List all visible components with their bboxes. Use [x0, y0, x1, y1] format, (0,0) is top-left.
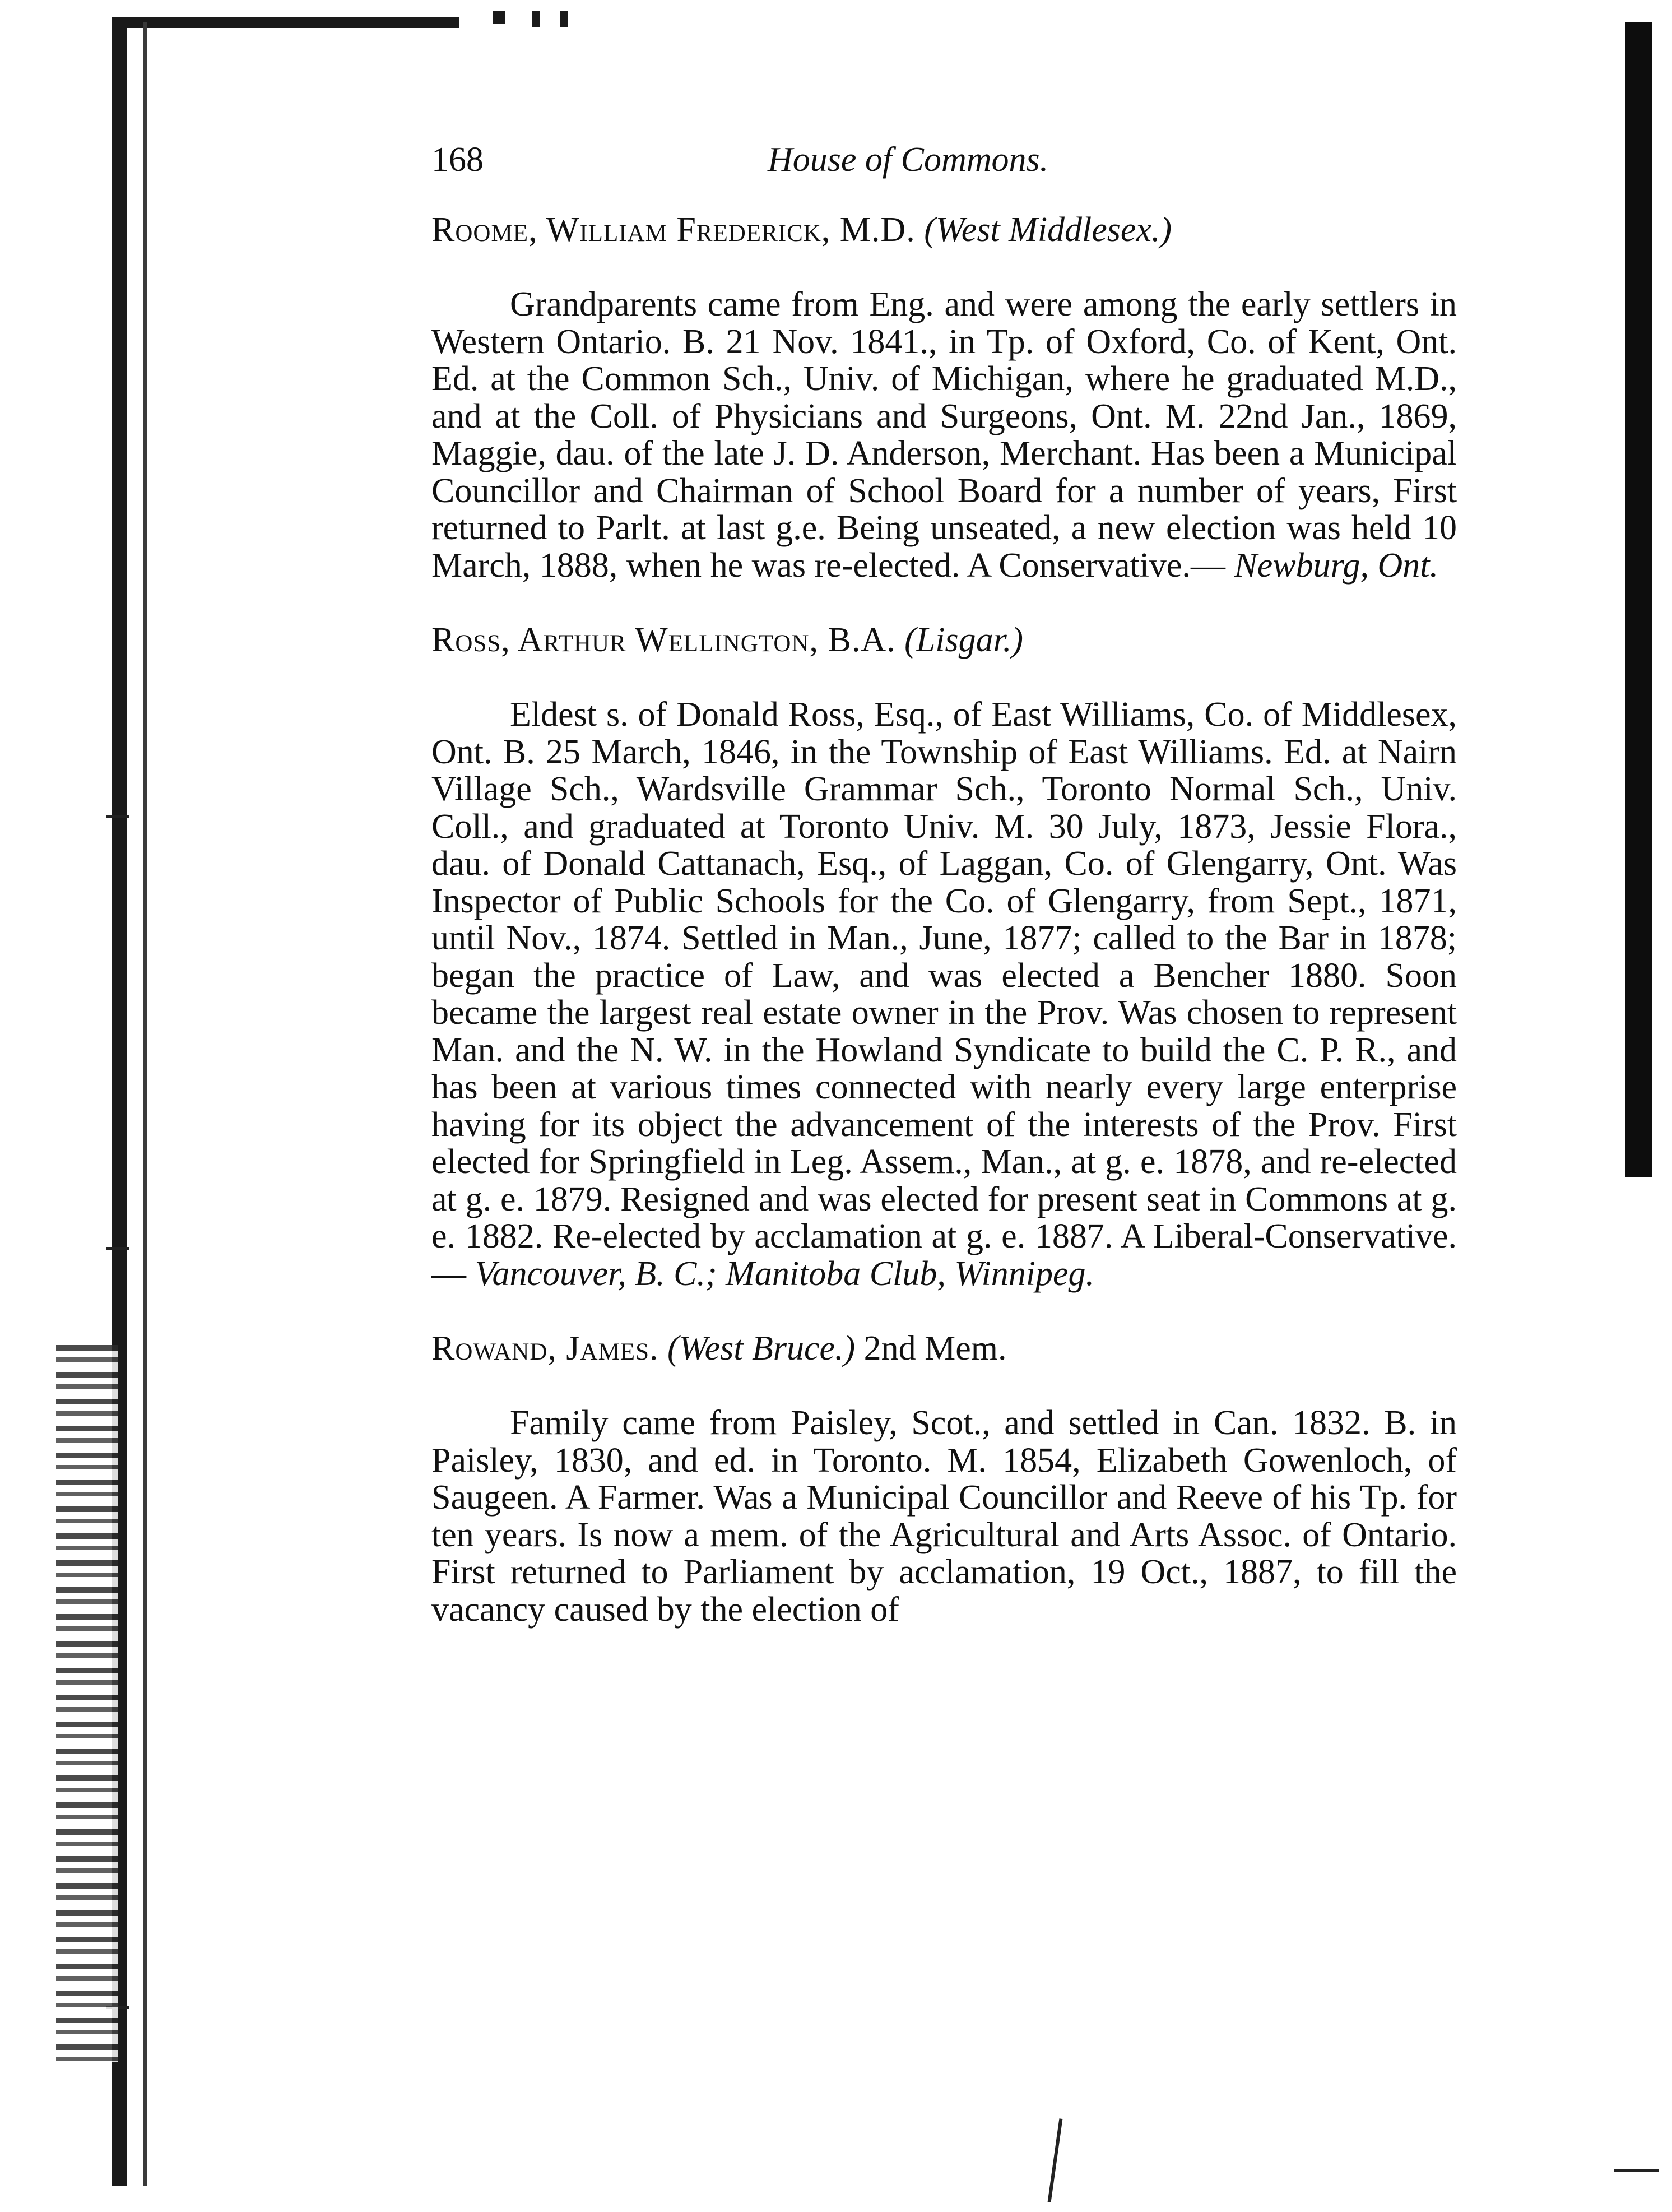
page-number: 168	[431, 141, 484, 179]
running-title: House of Commons.	[768, 141, 1049, 179]
entry-heading	[431, 207, 1457, 252]
member-name: Rowand, James.	[431, 1329, 659, 1367]
residence: Vancouver, B. C.; Manitoba Club, Winnipeg.	[475, 1254, 1095, 1293]
running-head	[431, 140, 1457, 196]
scan-pen-stroke	[1048, 2118, 1063, 2202]
scan-edge-top-marks	[493, 11, 583, 27]
scan-binding-noise	[56, 1345, 118, 2062]
member-name: Ross, Arthur Wellington, B.A.	[431, 621, 896, 659]
biography-text: Family came from Paisley, Scot., and settled in Can. 1832. B. in Paisley, 1830, and ed. in Toronto. M. 1854, Elizabeth Gowenloch, of Saugeen. A Farmer. Was a Municipal Councillor and Reeve of his Tp. for ten years. Is now a mem. of the Agricultural and Arts Assoc. of Ontario. First returned to Parliament by acclamation, 19 Oct., 1887, to fill the vacancy caused by the election of	[431, 1404, 1457, 1629]
biography-text: Grandparents came from Eng. and were among the early settlers in Western Ontario. B. 21 Nov. 1841., in Tp. of Oxford, Co. of Kent, Ont. Ed. at the Common Sch., Univ. of Michigan, where he graduated M.D., and at the Coll. of Physicians and Surgeons, Ont. M. 22nd Jan., 1869, Maggie, dau. of the late J. D. Anderson, Merchant. Has been a Municipal Councillor and Chairman of School Board for a number of years, First returned to Parlt. at last g.e. Being unseated, a new election was held 10 March, 1888, when he was re-elected. A Conservative.—	[431, 285, 1457, 585]
constituency: (West Middlesex.)	[924, 211, 1172, 249]
biography-paragraph	[431, 1404, 1457, 1628]
constituency: (West Bruce.)	[667, 1329, 856, 1367]
scan-corner-mark	[1614, 2169, 1659, 2172]
constituency: (Lisgar.)	[904, 621, 1023, 659]
biography-paragraph	[431, 696, 1457, 1292]
entry-rowand	[431, 1326, 1457, 1628]
scan-edge-top	[112, 17, 459, 28]
entry-roome	[431, 207, 1457, 584]
scan-edge-left-inner	[143, 22, 147, 2186]
entry-heading	[431, 618, 1457, 662]
member-suffix: 2nd Mem.	[863, 1329, 1007, 1367]
book-page	[431, 140, 1457, 1662]
residence: Newburg, Ont.	[1234, 546, 1439, 585]
entry-heading	[431, 1326, 1457, 1371]
scan-edge-right	[1625, 22, 1652, 1177]
biography-paragraph	[431, 286, 1457, 584]
biography-text: Eldest s. of Donald Ross, Esq., of East Williams, Co. of Middlesex, Ont. B. 25 March, 1846, in the Township of East Williams. Ed. at Nairn Village Sch., Wardsville Grammar Sch., Toronto Normal Sch., Univ. Coll., and graduated at Toronto Univ. M. 30 July, 1873, Jessie Flora., dau. of Donald Cattanach, Esq., of Laggan, Co. of Glengarry, Ont. Was Inspector of Public Schools for the Co. of Glengarry, from Sept., 1871, until Nov., 1874. Settled in Man., June, 1877; called to the Bar in 1878; began the practice of Law, and was elected a Bencher 1880. Soon became the largest real estate owner in the Prov. Was chosen to represent Man. and the N. W. in the Howland Syndicate to build the C. P. R., and has been at various times connected with nearly every large enterprise having for its object the advancement of the interests of the Prov. First elected for Springfield in Leg. Assem., Man., at g. e. 1878, and re-elected at g. e. 1879. Resigned and was elected for present seat in Commons at g. e. 1882. Re-elected by acclamation at g. e. 1887. A Liberal-Conservative.—	[431, 695, 1457, 1293]
member-name: Roome, William Frederick, M.D.	[431, 211, 916, 249]
entry-ross	[431, 618, 1457, 1292]
